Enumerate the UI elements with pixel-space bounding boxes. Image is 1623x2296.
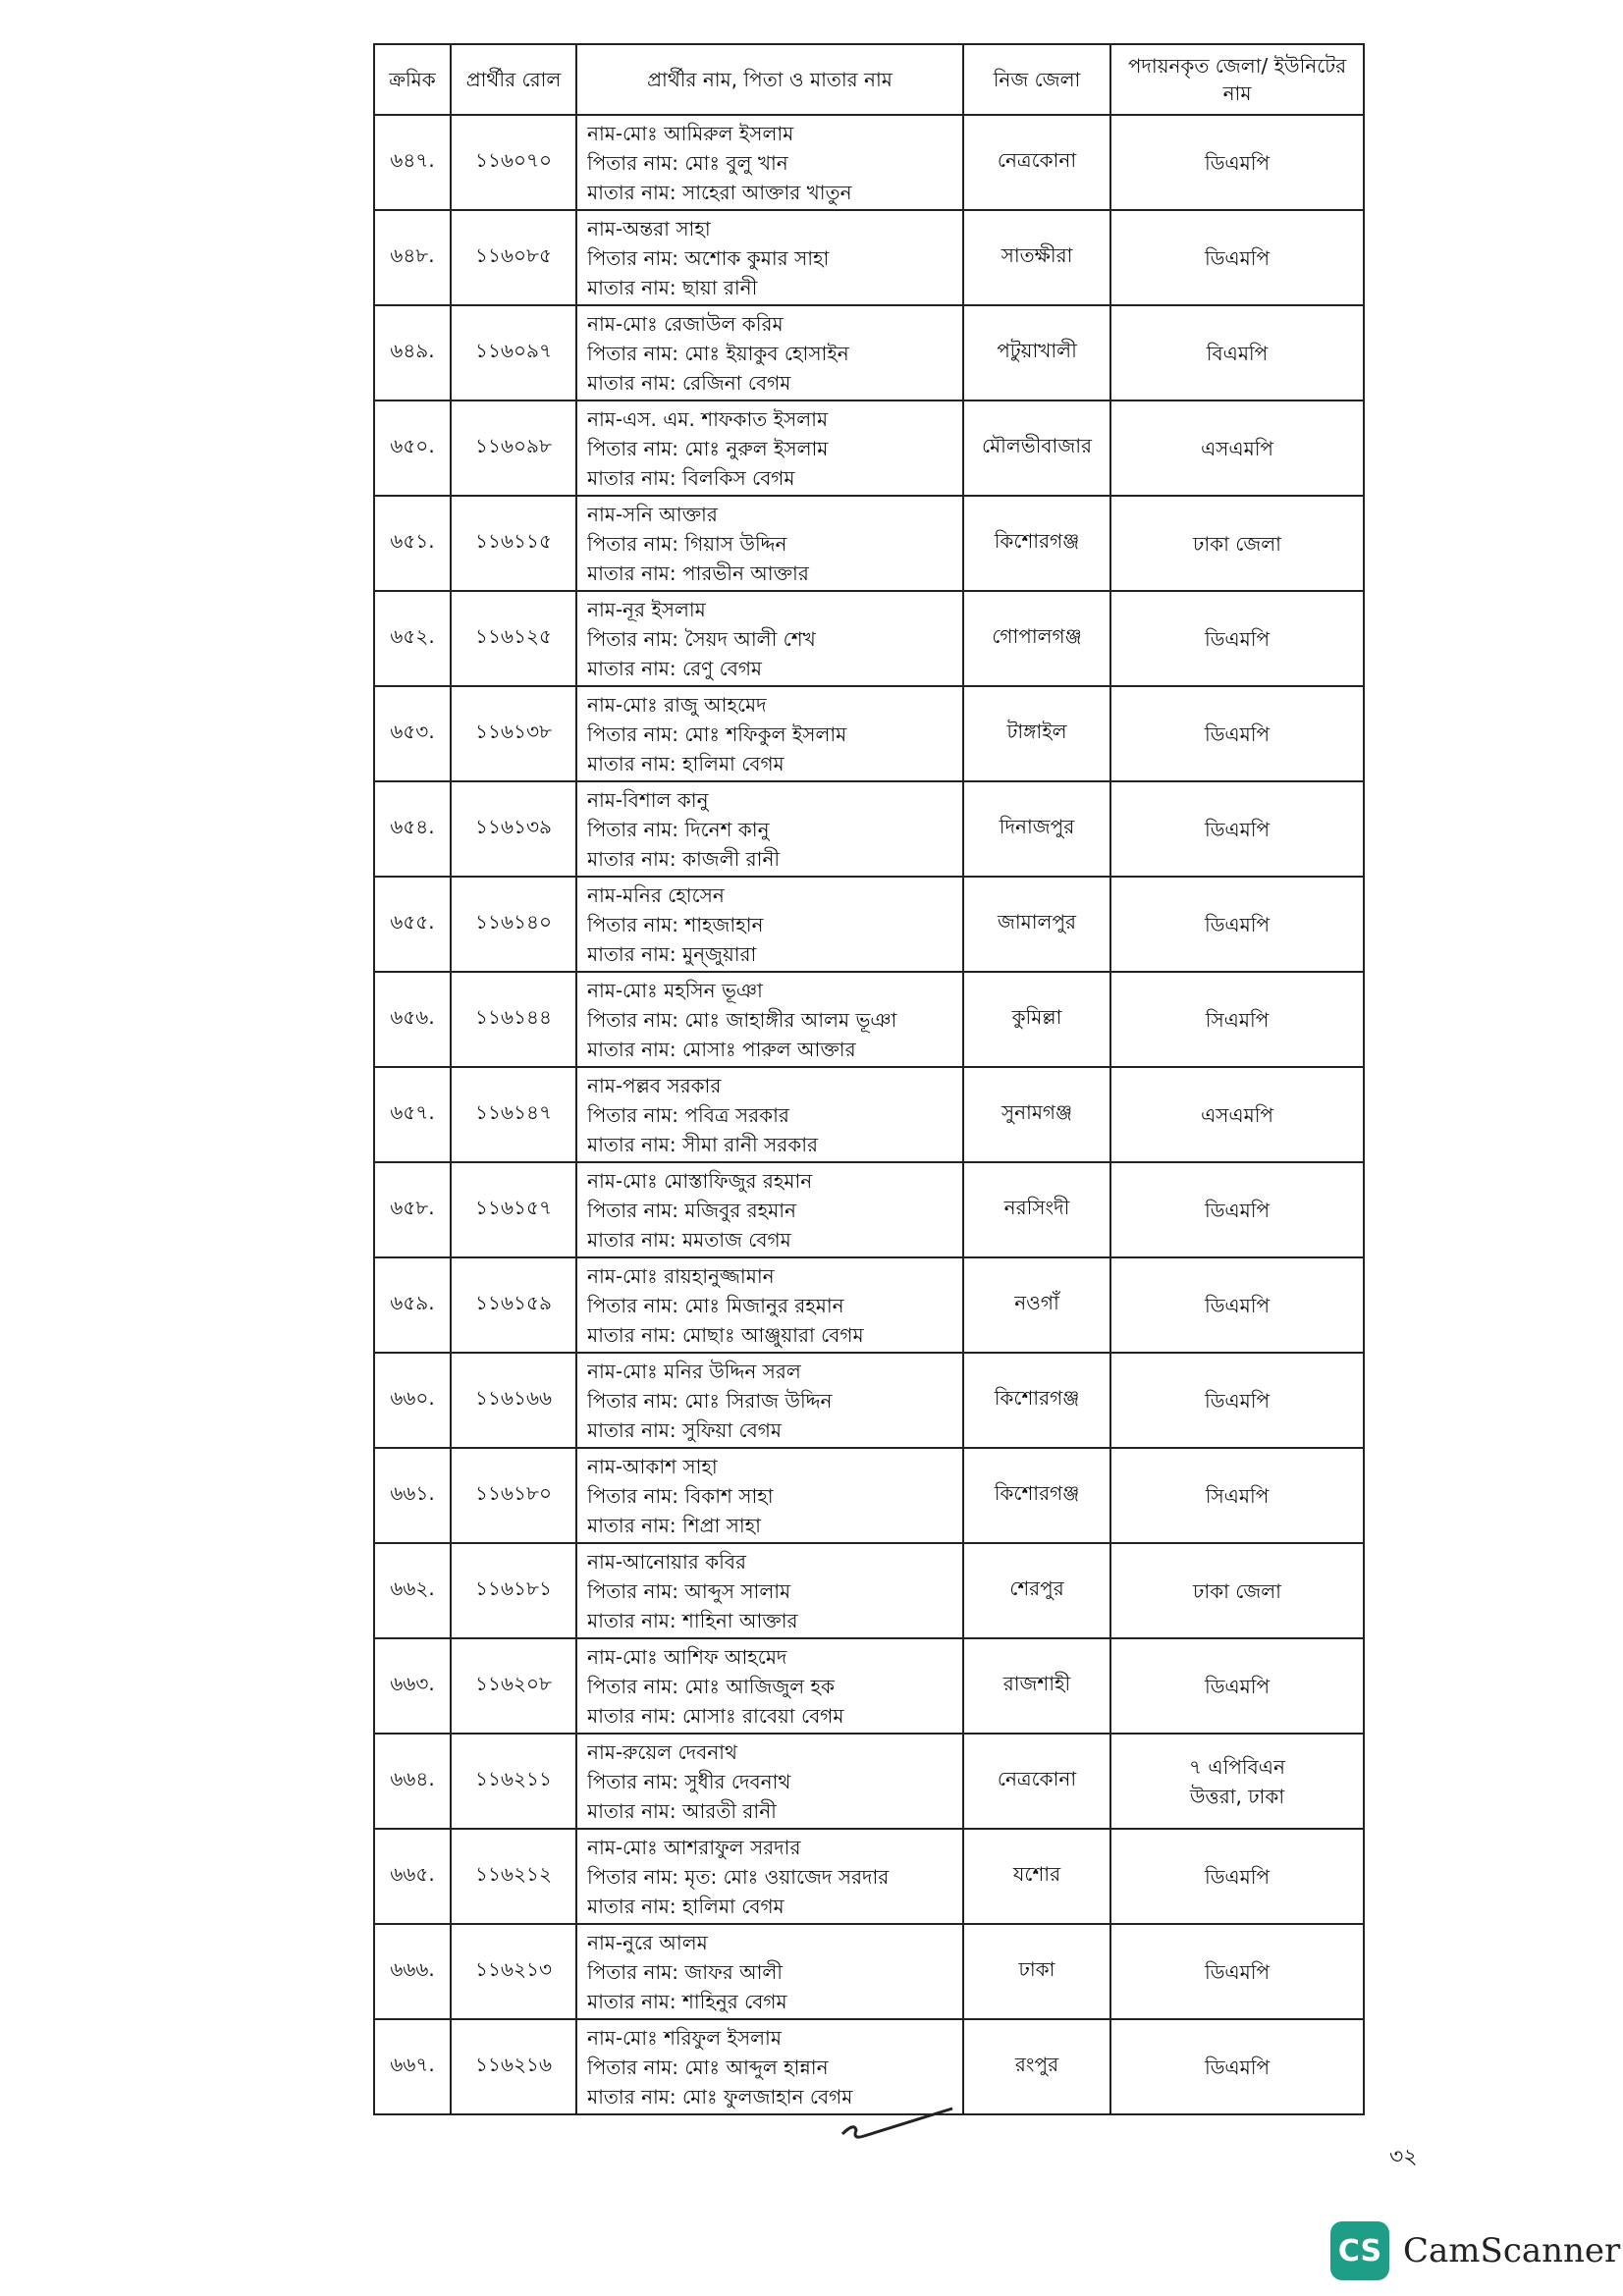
- table-row: [374, 686, 1364, 781]
- home-district-cell: কিশোরগঞ্জ: [963, 1353, 1110, 1448]
- header-posting-unit: পদায়নকৃত জেলা/ ইউনিটের নাম: [1110, 44, 1364, 115]
- posting-unit-line: ডিএমপি: [1204, 912, 1271, 936]
- name-cell: [576, 305, 963, 400]
- home-district-cell: সুনামগঞ্জ: [963, 1067, 1110, 1162]
- name-cell: [576, 1924, 963, 2019]
- header-serial: ক্রমিক: [374, 44, 451, 115]
- home-district-cell: পটুয়াখালী: [963, 305, 1110, 400]
- father-name: পিতার নাম: সৈয়দ আলী শেখ: [587, 626, 816, 651]
- posting-unit-line: উত্তরা, ঢাকা: [1189, 1784, 1285, 1808]
- serial-cell: ৬৫৭.: [374, 1067, 451, 1162]
- father-name: পিতার নাম: বিকাশ সাহা: [587, 1483, 774, 1508]
- roll-cell: ১১৬১৫৭: [451, 1162, 576, 1257]
- candidate-name: নাম-পল্লব সরকার: [587, 1073, 722, 1097]
- home-district-cell: কিশোরগঞ্জ: [963, 1448, 1110, 1543]
- candidate-name: নাম-মোঃ আশরাফুল সরদার: [587, 1835, 801, 1859]
- table-row: [374, 591, 1364, 686]
- serial-cell: ৬৫০.: [374, 400, 451, 496]
- mother-name: মাতার নাম: রেজিনা বেগম: [587, 370, 791, 395]
- serial-cell: ৬৬৩.: [374, 1638, 451, 1734]
- serial-cell: ৬৫৫.: [374, 877, 451, 972]
- serial-cell: ৬৫৮.: [374, 1162, 451, 1257]
- roll-cell: ১১৬১৩৯: [451, 781, 576, 877]
- father-name: পিতার নাম: মোঃ আব্দুল হান্নান: [587, 2055, 829, 2079]
- name-cell: [576, 591, 963, 686]
- father-name: পিতার নাম: সুধীর দেবনাথ: [587, 1769, 791, 1793]
- serial-cell: ৬৬০.: [374, 1353, 451, 1448]
- table-row: [374, 972, 1364, 1067]
- camscanner-watermark: [1330, 2221, 1620, 2280]
- posting-unit-line: ডিএমপি: [1204, 245, 1271, 270]
- name-cell: [576, 781, 963, 877]
- father-name: পিতার নাম: দিনেশ কানু: [587, 817, 770, 841]
- name-cell: [576, 877, 963, 972]
- mother-name: মাতার নাম: শাহিনা আক্তার: [587, 1608, 798, 1632]
- posting-unit-line: ডিএমপি: [1204, 1864, 1271, 1889]
- posting-unit-cell: [1110, 400, 1364, 496]
- serial-cell: ৬৫৯.: [374, 1257, 451, 1353]
- name-cell: [576, 400, 963, 496]
- roll-cell: ১১৬১৪০: [451, 877, 576, 972]
- father-name: পিতার নাম: মোঃ সিরাজ উদ্দিন: [587, 1388, 833, 1413]
- posting-unit-line: ডিএমপি: [1204, 817, 1271, 841]
- candidate-name: নাম-মোঃ আশিফ আহমেদ: [587, 1644, 787, 1669]
- home-district-cell: গোপালগঞ্জ: [963, 591, 1110, 686]
- posting-unit-cell: [1110, 1924, 1364, 2019]
- serial-cell: ৬৫২.: [374, 591, 451, 686]
- posting-unit-line: ৭ এপিবিএন: [1189, 1754, 1285, 1779]
- posting-unit-cell: [1110, 1257, 1364, 1353]
- posting-unit-cell: [1110, 1829, 1364, 1924]
- posting-unit-cell: [1110, 210, 1364, 305]
- father-name: পিতার নাম: মোঃ জাহাঙ্গীর আলম ভূঞা: [587, 1007, 897, 1032]
- serial-cell: ৬৫১.: [374, 496, 451, 591]
- signature-mark: [835, 2101, 962, 2150]
- serial-cell: ৬৫৪.: [374, 781, 451, 877]
- posting-unit-cell: [1110, 972, 1364, 1067]
- home-district-cell: ঢাকা: [963, 1924, 1110, 2019]
- name-cell: [576, 1829, 963, 1924]
- home-district-cell: জামালপুর: [963, 877, 1110, 972]
- mother-name: মাতার নাম: শিপ্রা সাহা: [587, 1513, 761, 1537]
- name-cell: [576, 1257, 963, 1353]
- table-row: [374, 1257, 1364, 1353]
- name-cell: [576, 686, 963, 781]
- home-district-cell: টাঙ্গাইল: [963, 686, 1110, 781]
- table-row: [374, 1448, 1364, 1543]
- posting-unit-line: ডিএমপি: [1204, 721, 1271, 746]
- table-row: [374, 305, 1364, 400]
- father-name: পিতার নাম: মোঃ ইয়াকুব হোসাইন: [587, 341, 849, 365]
- candidate-name: নাম-মনির হোসেন: [587, 882, 725, 907]
- table-row: [374, 496, 1364, 591]
- serial-cell: ৬৫৬.: [374, 972, 451, 1067]
- mother-name: মাতার নাম: মমতাজ বেগম: [587, 1227, 791, 1252]
- table-row: [374, 1353, 1364, 1448]
- posting-unit-cell: [1110, 1543, 1364, 1638]
- father-name: পিতার নাম: গিয়াস উদ্দিন: [587, 531, 787, 556]
- name-cell: [576, 1353, 963, 1448]
- father-name: পিতার নাম: মোঃ বুলু খান: [587, 150, 788, 175]
- name-cell: [576, 496, 963, 591]
- candidate-name: নাম-বিশাল কানু: [587, 787, 709, 812]
- father-name: পিতার নাম: পবিত্র সরকার: [587, 1102, 789, 1127]
- table-row: [374, 1638, 1364, 1734]
- mother-name: মাতার নাম: সাহেরা আক্তার খাতুন: [587, 180, 852, 204]
- table-row: [374, 781, 1364, 877]
- home-district-cell: রংপুর: [963, 2019, 1110, 2114]
- serial-cell: ৬৪৭.: [374, 115, 451, 210]
- table-row: [374, 1829, 1364, 1924]
- candidate-name: নাম-নূর ইসলাম: [587, 597, 706, 621]
- father-name: পিতার নাম: মজিবুর রহমান: [587, 1198, 796, 1222]
- posting-unit-line: ঢাকা জেলা: [1193, 1578, 1281, 1603]
- mother-name: মাতার নাম: ছায়া রানী: [587, 275, 758, 299]
- posting-unit-line: ঢাকা জেলা: [1193, 531, 1281, 556]
- candidate-name: নাম-আকাশ সাহা: [587, 1454, 718, 1478]
- posting-unit-cell: [1110, 877, 1364, 972]
- father-name: পিতার নাম: শাহজাহান: [587, 912, 764, 936]
- home-district-cell: রাজশাহী: [963, 1638, 1110, 1734]
- roll-cell: ১১৬১২৫: [451, 591, 576, 686]
- posting-unit-cell: [1110, 496, 1364, 591]
- posting-unit-cell: [1110, 1734, 1364, 1829]
- posting-unit-cell: [1110, 1638, 1364, 1734]
- posting-unit-cell: [1110, 1162, 1364, 1257]
- candidate-name: নাম-রুয়েল দেবনাথ: [587, 1739, 737, 1764]
- roll-cell: ১১৬১৪৪: [451, 972, 576, 1067]
- mother-name: মাতার নাম: বিলকিস বেগম: [587, 465, 795, 490]
- home-district-cell: মৌলভীবাজার: [963, 400, 1110, 496]
- posting-unit-line: ডিএমপি: [1204, 2055, 1271, 2079]
- posting-unit-cell: [1110, 2019, 1364, 2114]
- home-district-cell: নেত্রকোনা: [963, 115, 1110, 210]
- serial-cell: ৬৬৭.: [374, 2019, 451, 2114]
- name-cell: [576, 115, 963, 210]
- table-row: [374, 1067, 1364, 1162]
- mother-name: মাতার নাম: হালিমা বেগম: [587, 751, 784, 775]
- serial-cell: ৬৬৫.: [374, 1829, 451, 1924]
- roll-cell: ১১৬১৮০: [451, 1448, 576, 1543]
- mother-name: মাতার নাম: সীমা রানী সরকার: [587, 1132, 819, 1156]
- page-number: ৩২: [1389, 2145, 1418, 2169]
- table-row: [374, 877, 1364, 972]
- home-district-cell: নওগাঁ: [963, 1257, 1110, 1353]
- candidate-name: নাম-মোঃ আমিরুল ইসলাম: [587, 121, 794, 145]
- father-name: পিতার নাম: আব্দুস সালাম: [587, 1578, 791, 1603]
- candidate-name: নাম-আনোয়ার কবির: [587, 1549, 746, 1574]
- mother-name: মাতার নাম: মোছাঃ আঞ্জুয়ারা বেগম: [587, 1322, 864, 1347]
- home-district-cell: কিশোরগঞ্জ: [963, 496, 1110, 591]
- roll-cell: ১১৬০৯৭: [451, 305, 576, 400]
- father-name: পিতার নাম: মোঃ নুরুল ইসলাম: [587, 436, 829, 460]
- name-cell: [576, 1162, 963, 1257]
- serial-cell: ৬৪৮.: [374, 210, 451, 305]
- home-district-cell: যশোর: [963, 1829, 1110, 1924]
- candidate-name: নাম-মোঃ মহসিন ভূঞা: [587, 978, 763, 1002]
- mother-name: মাতার নাম: হালিমা বেগম: [587, 1894, 784, 1918]
- posting-unit-line: সিএমপি: [1205, 1007, 1270, 1032]
- home-district-cell: নেত্রকোনা: [963, 1734, 1110, 1829]
- mother-name: মাতার নাম: শাহিনুর বেগম: [587, 1989, 787, 2013]
- home-district-cell: সাতক্ষীরা: [963, 210, 1110, 305]
- serial-cell: ৬৪৯.: [374, 305, 451, 400]
- posting-unit-line: ডিএমপি: [1204, 1198, 1271, 1222]
- candidate-table: [373, 43, 1365, 2115]
- roll-cell: ১১৬০৭০: [451, 115, 576, 210]
- roll-cell: ১১৬১৫৯: [451, 1257, 576, 1353]
- table-body: [374, 115, 1364, 2114]
- camscanner-logo-icon: CS: [1330, 2221, 1389, 2280]
- mother-name: মাতার নাম: মোসাঃ পারুল আক্তার: [587, 1037, 856, 1061]
- posting-unit-line: ডিএমপি: [1204, 1959, 1271, 1984]
- name-cell: [576, 1448, 963, 1543]
- candidate-name: নাম-মোঃ রাজু আহমেদ: [587, 692, 767, 717]
- roll-cell: ১১৬০৯৮: [451, 400, 576, 496]
- candidate-name: নাম-মোঃ মনির উদ্দিন সরল: [587, 1359, 801, 1383]
- posting-unit-cell: [1110, 686, 1364, 781]
- father-name: পিতার নাম: মোঃ শফিকুল ইসলাম: [587, 721, 847, 746]
- mother-name: মাতার নাম: রেণু বেগম: [587, 656, 763, 680]
- father-name: পিতার নাম: জাফর আলী: [587, 1959, 784, 1984]
- posting-unit-line: ডিএমপি: [1204, 150, 1271, 175]
- posting-unit-cell: [1110, 591, 1364, 686]
- name-cell: [576, 1067, 963, 1162]
- serial-cell: ৬৬৪.: [374, 1734, 451, 1829]
- mother-name: মাতার নাম: আরতী রানী: [587, 1798, 777, 1823]
- mother-name: মাতার নাম: মোঃ ফুলজাহান বেগম: [587, 2084, 853, 2109]
- posting-unit-cell: [1110, 305, 1364, 400]
- father-name: পিতার নাম: মৃত: মোঃ ওয়াজেদ সরদার: [587, 1864, 890, 1889]
- posting-unit-cell: [1110, 1448, 1364, 1543]
- posting-unit-cell: [1110, 1067, 1364, 1162]
- candidate-name: নাম-মোঃ রায়হানুজ্জামান: [587, 1263, 775, 1288]
- roll-cell: ১১৬১১৫: [451, 496, 576, 591]
- posting-unit-line: ডিএমপি: [1204, 1388, 1271, 1413]
- mother-name: মাতার নাম: পারভীন আক্তার: [587, 561, 809, 585]
- candidate-name: নাম-মোঃ রেজাউল করিম: [587, 311, 784, 336]
- mother-name: মাতার নাম: মোসাঃ রাবেয়া বেগম: [587, 1703, 844, 1728]
- name-cell: [576, 1734, 963, 1829]
- candidate-name: নাম-মোঃ শরিফুল ইসলাম: [587, 2025, 782, 2050]
- roll-cell: ১১৬০৮৫: [451, 210, 576, 305]
- candidate-name: নাম-সনি আক্তার: [587, 502, 718, 526]
- posting-unit-line: ডিএমপি: [1204, 1293, 1271, 1317]
- roll-cell: ১১৬২১৩: [451, 1924, 576, 2019]
- name-cell: [576, 1638, 963, 1734]
- name-cell: [576, 210, 963, 305]
- home-district-cell: শেরপুর: [963, 1543, 1110, 1638]
- posting-unit-line: সিএমপি: [1205, 1483, 1270, 1508]
- candidate-table-sheet: [373, 43, 1363, 2115]
- posting-unit-cell: [1110, 1353, 1364, 1448]
- mother-name: মাতার নাম: কাজলী রানী: [587, 846, 781, 871]
- serial-cell: ৬৬১.: [374, 1448, 451, 1543]
- posting-unit-cell: [1110, 115, 1364, 210]
- home-district-cell: দিনাজপুর: [963, 781, 1110, 877]
- roll-cell: ১১৬২১১: [451, 1734, 576, 1829]
- posting-unit-line: বিএমপি: [1206, 341, 1269, 365]
- table-row: [374, 115, 1364, 210]
- name-cell: [576, 972, 963, 1067]
- father-name: পিতার নাম: মোঃ আজিজুল হক: [587, 1674, 836, 1698]
- roll-cell: ১১৬২১২: [451, 1829, 576, 1924]
- header-name: প্রার্থীর নাম, পিতা ও মাতার নাম: [576, 44, 963, 115]
- serial-cell: ৬৫৩.: [374, 686, 451, 781]
- table-row: [374, 1543, 1364, 1638]
- candidate-name: নাম-নুরে আলম: [587, 1930, 708, 1954]
- posting-unit-line: এসএমপি: [1200, 436, 1274, 460]
- roll-cell: ১১৬১৪৭: [451, 1067, 576, 1162]
- father-name: পিতার নাম: মোঃ মিজানুর রহমান: [587, 1293, 844, 1317]
- table-row: [374, 1162, 1364, 1257]
- camscanner-name: CamScanner: [1403, 2231, 1621, 2270]
- header-home-district: নিজ জেলা: [963, 44, 1110, 115]
- posting-unit-line: ডিএমপি: [1204, 626, 1271, 651]
- roll-cell: ১১৬১৮১: [451, 1543, 576, 1638]
- posting-unit-cell: [1110, 781, 1364, 877]
- roll-cell: ১১৬১৩৮: [451, 686, 576, 781]
- home-district-cell: কুমিল্লা: [963, 972, 1110, 1067]
- posting-unit-line: ডিএমপি: [1204, 1674, 1271, 1698]
- table-row: [374, 1924, 1364, 2019]
- candidate-name: নাম-অন্তরা সাহা: [587, 216, 711, 240]
- candidate-name: নাম-মোঃ মোস্তাফিজুর রহমান: [587, 1168, 813, 1193]
- roll-cell: ১১৬২০৮: [451, 1638, 576, 1734]
- table-row: [374, 400, 1364, 496]
- name-cell: [576, 1543, 963, 1638]
- father-name: পিতার নাম: অশোক কুমার সাহা: [587, 245, 830, 270]
- table-row: [374, 1734, 1364, 1829]
- roll-cell: ১১৬২১৬: [451, 2019, 576, 2114]
- serial-cell: ৬৬৬.: [374, 1924, 451, 2019]
- mother-name: মাতার নাম: মুন্জুয়ারা: [587, 941, 757, 966]
- candidate-name: নাম-এস. এম. শাফকাত ইসলাম: [587, 406, 829, 431]
- serial-cell: ৬৬২.: [374, 1543, 451, 1638]
- home-district-cell: নরসিংদী: [963, 1162, 1110, 1257]
- header-roll: প্রার্থীর রোল: [451, 44, 576, 115]
- posting-unit-line: এসএমপি: [1200, 1102, 1274, 1127]
- mother-name: মাতার নাম: সুফিয়া বেগম: [587, 1417, 782, 1442]
- table-header-row: [374, 44, 1364, 115]
- table-row: [374, 210, 1364, 305]
- roll-cell: ১১৬১৬৬: [451, 1353, 576, 1448]
